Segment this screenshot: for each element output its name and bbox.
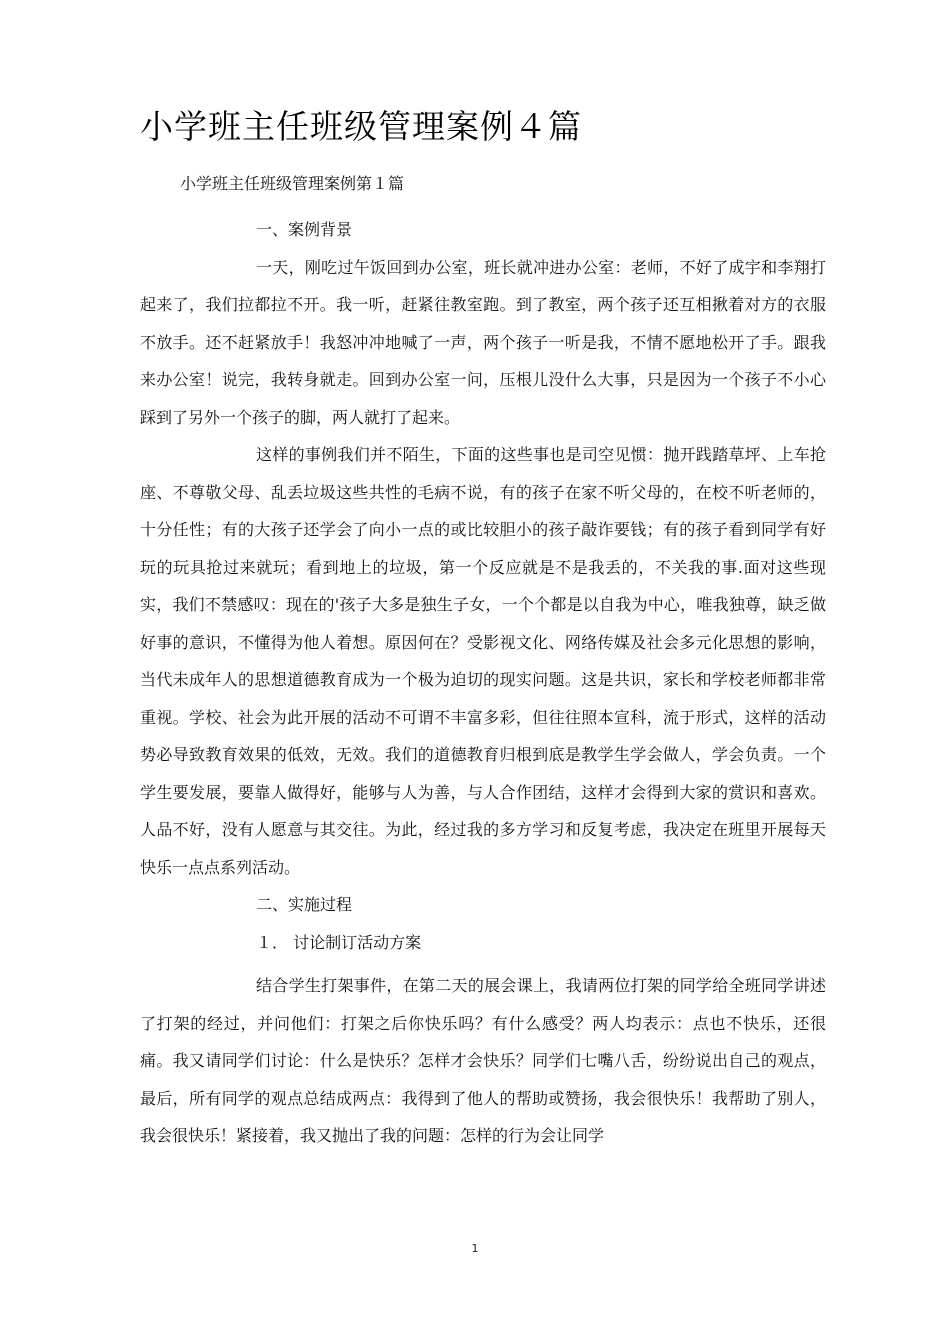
document-body [140, 211, 826, 1155]
page-number: 1 [471, 1242, 479, 1255]
paragraph-incident: 一天，刚吃过午饭回到办公室，班长就冲进办公室：老师，不好了成宇和李翔打起来了，我们拉都拉不开。我一听，赶紧往教室跑。到了教室，两个孩子还互相揪着对方的衣服不放手。还不赶紧放手！我怒冲冲地喊了一声，两个孩子一听是我，不情不愿地松开了手。跟我来办公室！说完，我转身就走。回到办公室一问，压根儿没什么大事，只是因为一个孩子不小心踩到了另外一个孩子的脚，两人就打了起来。 [140, 257, 826, 427]
list-item-discussion: １． 讨论制订活动方案 [256, 932, 422, 952]
section-heading-background: 一、案例背景 [256, 220, 353, 239]
section-heading-process: 二、实施过程 [256, 895, 353, 914]
paragraph-reflection: 这样的事例我们并不陌生，下面的这些事也是司空见惯：抛开践踏草坪、上车抢座、不尊敬父母、乱丢垃圾这些共性的毛病不说，有的孩子在家不听父母的，在校不听老师的，十分任性；有的大孩子还学会了向小一点的或比较胆小的孩子敲诈要钱；有的孩子看到同学有好玩的玩具抢过来就玩；看到地上的垃圾，第一个反应就是不是我丢的，不关我的事.面对这些现实，我们不禁感叹：现在的'孩子大多是独生子女，一个个都是以自我为中心，唯我独尊，缺乏做好事的意识，不懂得为他人着想。原因何在？受影视文化、网络传媒及社会多元化思想的影响，当代未成年人的思想道德教育成为一个极为迫切的现实问题。这是共识，家长和学校老师都非常重视。学校、社会为此开展的活动不可谓不丰富多彩，但往往照本宣科，流于形式，这样的活动势必导致教育效果的低效，无效。我们的道德教育归根到底是教学生学会做人，学会负责。一个学生要发展，要靠人做得好，能够与人为善，与人合作团结，这样才会得到大家的赏识和喜欢。人品不好，没有人愿意与其交往。为此，经过我的多方学习和反复考虑，我决定在班里开展每天快乐一点点系列活动。 [140, 445, 826, 877]
paragraph-discussion: 结合学生打架事件，在第二天的展会课上，我请两位打架的同学给全班同学讲述了打架的经过，并问他们：打架之后你快乐吗？有什么感受？两人均表示：点也不快乐，还很痛。我又请同学们讨论：什么是快乐？怎样才会快乐？同学们七嘴八舌，纷纷说出自己的观点，最后，所有同学的观点总结成两点：我得到了他人的帮助或赞扬，我会很快乐！我帮助了别人，我会很快乐！紧接着，我又抛出了我的问题：怎样的行为会让同学 [140, 976, 826, 1145]
document-title: 小学班主任班级管理案例４篇 [140, 107, 582, 146]
document-subtitle: 小学班主任班级管理案例第１篇 [180, 174, 405, 193]
